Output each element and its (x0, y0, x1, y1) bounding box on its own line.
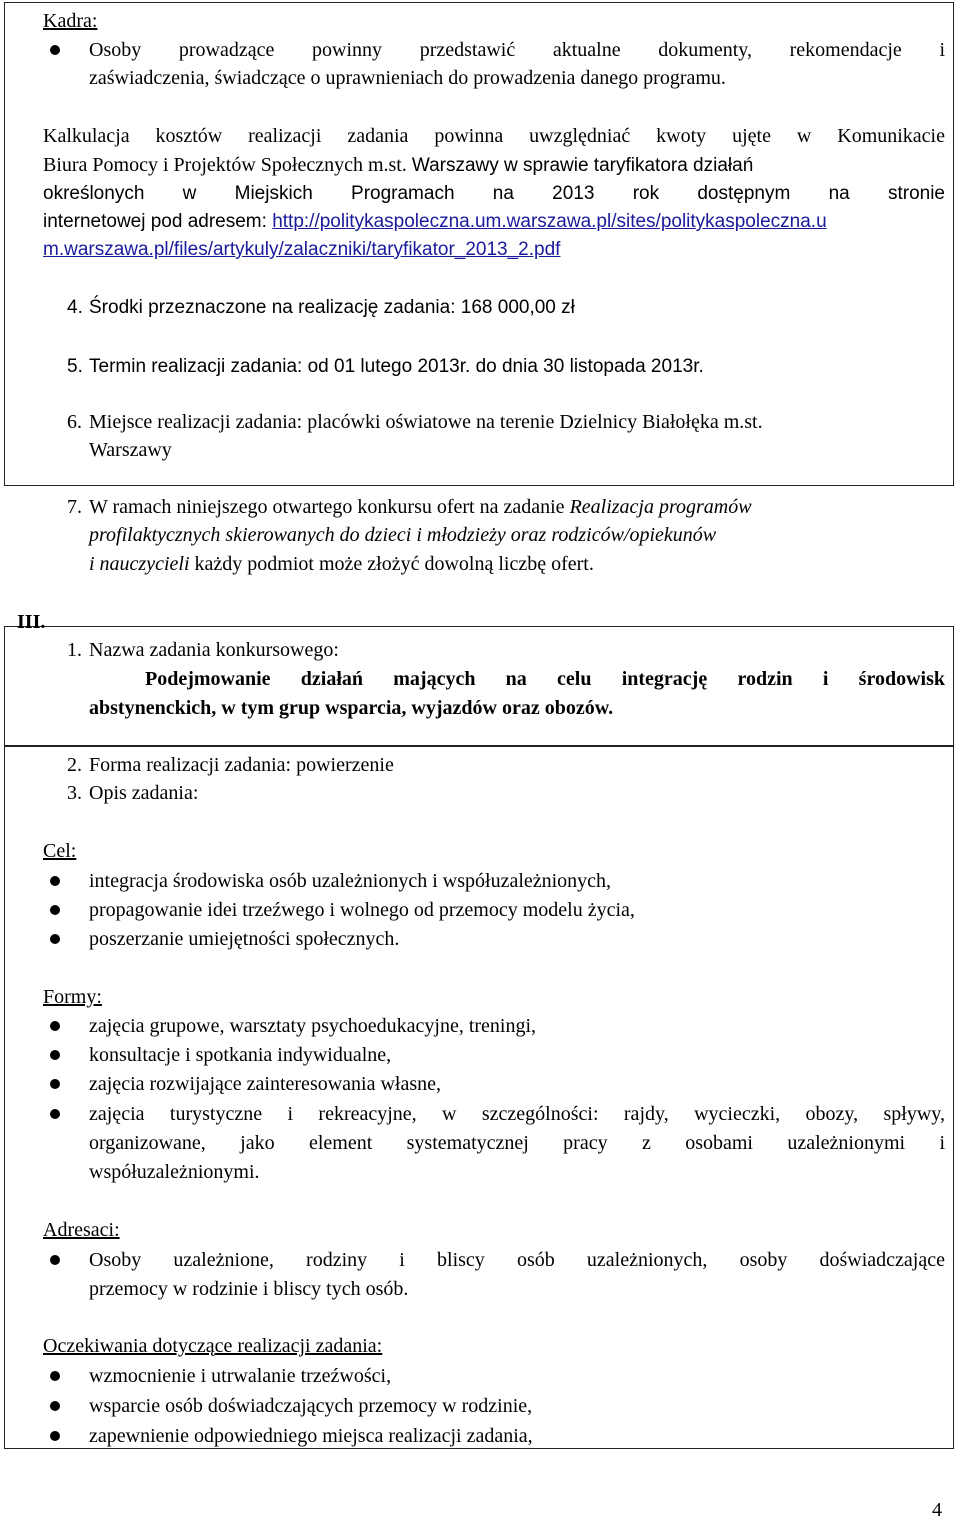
cel-item: integracja środowiska osób uzależnionych i współuzależnionych, (89, 870, 612, 892)
cel-item: poszerzanie umiejętności społecznych. (89, 928, 400, 950)
bullet-icon (50, 1109, 60, 1119)
cel-item: propagowanie idei trzeźwego i wolnego od przemocy modelu życia, (89, 899, 635, 921)
section-3-item-3-number: 3. (67, 782, 82, 804)
kalkulacja-line3: określonych w Miejskich Programach na 2013 rok dostępnym na stronie (43, 183, 945, 204)
formy-item: zajęcia rozwijające zainteresowania własne, (89, 1073, 442, 1095)
bullet-icon (50, 1401, 60, 1411)
item-7-line2: profilaktycznych skierowanych do dzieci i młodzieży oraz rodziców/opiekunów (89, 524, 717, 546)
item-7-line3-text: każdy podmiot może złożyć dowolną liczbę ofert. (194, 553, 594, 575)
item-7-number: 7. (67, 496, 82, 518)
page-number: 4 (932, 1499, 942, 1521)
item-5-deadline: Termin realizacji zadania: od 01 lutego 2013r. do dnia 30 listopada 2013r. (89, 356, 704, 377)
formy-item: zajęcia grupowe, warsztaty psychoedukacyjne, treningi, (89, 1015, 537, 1037)
bullet-icon (50, 1371, 60, 1381)
kadra-text-line2: zaświadczenia, świadczące o uprawnieniach do prowadzenia danego programu. (89, 67, 726, 89)
section-3-label: III. (17, 611, 46, 633)
section-3-item-1-number: 1. (67, 639, 82, 661)
kalkulacja-line4-text: internetowej pod adresem: (43, 211, 267, 232)
oczekiwania-heading: Oczekiwania dotyczące realizacji zadania: (43, 1335, 383, 1357)
item-6-number: 6. (67, 411, 82, 433)
item-7-line1-italic: Realizacja programów (569, 496, 752, 518)
oczekiwania-item: wzmocnienie i utrwalanie trzeźwości, (89, 1365, 392, 1387)
item-4-funds: Środki przeznaczone na realizację zadania: 168 000,00 zł (89, 297, 575, 318)
kalkulacja-line2 (43, 151, 753, 180)
bullet-icon (50, 905, 60, 915)
kadra-text-line1: Osoby prowadzące powinny przedstawić aktualne dokumenty, rekomendacje i (89, 39, 945, 61)
kalkulacja-line4 (43, 207, 827, 236)
formy-item-last-line2: organizowane, jako element systematycznej pracy z osobami uzależnionymi i (89, 1132, 945, 1154)
section-3-item-2-number: 2. (67, 754, 82, 776)
kalkulacja-line2-serif: Biura Pomocy i Projektów Społecznych m.st. (43, 154, 407, 176)
bullet-icon (50, 1021, 60, 1031)
item-7-line1 (89, 493, 752, 522)
cel-heading: Cel: (43, 840, 77, 862)
bullet-icon (50, 1050, 60, 1060)
formy-heading: Formy: (43, 986, 102, 1008)
item-6-location-line2: Warszawy (89, 439, 172, 461)
taryfikator-link[interactable]: http://politykaspoleczna.um.warszawa.pl/sites/politykaspoleczna.u (272, 211, 827, 232)
task-title-line2: abstynenckich, w tym grup wsparcia, wyjazdów oraz obozów. (89, 697, 614, 719)
formy-item-last-line1: zajęcia turystyczne i rekreacyjne, w szczególności: rajdy, wycieczki, obozy, spływy, (89, 1103, 945, 1125)
item-6-location-line1: Miejsce realizacji zadania: placówki oświatowe na terenie Dzielnicy Białołęka m.st. (89, 411, 763, 433)
kalkulacja-line1: Kalkulacja kosztów realizacji zadania powinna uwzględniać kwoty ujęte w Komunikacie (43, 125, 945, 147)
item-7-line3 (89, 550, 594, 579)
item-7-line1-text: W ramach niniejszego otwartego konkursu ofert na zadanie (89, 496, 565, 518)
adresaci-line1: Osoby uzależnione, rodziny i bliscy osób uzależnionych, osoby doświadczające (89, 1249, 945, 1271)
kadra-heading: Kadra: (43, 10, 98, 32)
kalkulacja-line2-sans: Warszawy w sprawie taryfikatora działań (411, 155, 754, 176)
bullet-icon (50, 45, 60, 55)
bullet-icon (50, 1255, 60, 1265)
bullet-icon (50, 934, 60, 944)
item-7-line3-italic: i nauczycieli (89, 553, 190, 575)
adresaci-heading: Adresaci: (43, 1219, 120, 1241)
oczekiwania-item: zapewnienie odpowiedniego miejsca realizacji zadania, (89, 1425, 533, 1447)
taryfikator-link-continued[interactable]: m.warszawa.pl/files/artykuly/zalaczniki/taryfikator_2013_2.pdf (43, 239, 561, 260)
adresaci-line2: przemocy w rodzinie i bliscy tych osób. (89, 1278, 409, 1300)
formy-item-last-line3: współuzależnionymi. (89, 1161, 260, 1183)
task-title-line1: Podejmowanie działań mających na celu integrację rodzin i środowisk (145, 668, 945, 690)
item-5-number: 5. (67, 356, 83, 377)
bullet-icon (50, 876, 60, 886)
item-4-number: 4. (67, 297, 83, 318)
task-name-label: Nazwa zadania konkursowego: (89, 639, 339, 661)
bullet-icon (50, 1431, 60, 1441)
task-description-label: Opis zadania: (89, 782, 199, 804)
formy-item: konsultacje i spotkania indywidualne, (89, 1044, 392, 1066)
bullet-icon (50, 1079, 60, 1089)
oczekiwania-item: wsparcie osób doświadczających przemocy w rodzinie, (89, 1395, 533, 1417)
task-form: Forma realizacji zadania: powierzenie (89, 754, 394, 776)
